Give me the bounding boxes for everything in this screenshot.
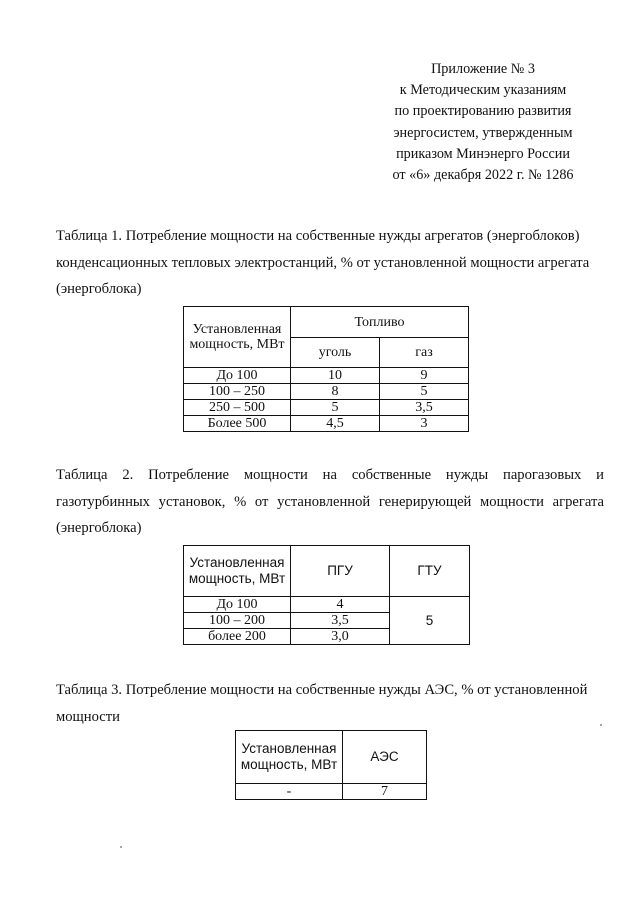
table1-cell-coal: 5 <box>291 400 380 416</box>
table3-cell-power: - <box>236 784 343 800</box>
table2 <box>183 545 470 645</box>
appendix-line: по проектированию развития <box>394 103 572 120</box>
table1-cell-coal: 8 <box>291 384 380 400</box>
table1-cell-gas: 5 <box>380 384 469 400</box>
table1-cell-coal: 4,5 <box>291 416 380 432</box>
table2-caption: Таблица 2. Потребление мощности на собственные нужды парогазовых и газотурбинных установок, % от установленной генерирующей мощности агрегата (энергоблока) <box>56 467 604 536</box>
table-row <box>184 400 469 416</box>
table1-header-gas: газ <box>380 338 469 368</box>
table-row <box>184 384 469 400</box>
table2-cell-power: более 200 <box>184 629 291 645</box>
table1 <box>183 306 469 432</box>
table1-header-coal: уголь <box>291 338 380 368</box>
scan-speck <box>600 724 602 726</box>
table3 <box>235 730 427 800</box>
table-row <box>184 416 469 432</box>
table3-caption: Таблица 3. Потребление мощности на собственные нужды АЭС, % от установленной мощности <box>56 682 588 725</box>
table1-cell-gas: 3 <box>380 416 469 432</box>
appendix-line: энергосистем, утвержденным <box>393 124 573 141</box>
table-row <box>236 784 427 800</box>
table1-cell-power: 100 – 250 <box>184 384 291 400</box>
table2-cell-pgu: 3,0 <box>291 629 390 645</box>
table2-cell-power: 100 – 200 <box>184 613 291 629</box>
table2-header-power: Установленная мощность, МВт <box>184 546 291 597</box>
table2-cell-power: До 100 <box>184 597 291 613</box>
scan-speck <box>120 846 122 848</box>
appendix-line: к Методическим указаниям <box>399 82 567 99</box>
appendix-header <box>380 59 586 186</box>
table1-header-fuel: Топливо <box>291 307 469 338</box>
appendix-line: приказом Минэнерго России <box>396 145 570 162</box>
table1-caption: Таблица 1. Потребление мощности на собственные нужды агрегатов (энергоблоков) конденсационных тепловых электростанций, % от установленной мощности агрегата (энергоблока) <box>56 228 590 297</box>
table1-cell-power: 250 – 500 <box>184 400 291 416</box>
table1-cell-gas: 3,5 <box>380 400 469 416</box>
table2-header-pgu: ПГУ <box>291 546 390 597</box>
appendix-line: Приложение № 3 <box>431 61 535 77</box>
table3-header-aes: АЭС <box>343 731 427 784</box>
table1-cell-power: Более 500 <box>184 416 291 432</box>
table3-header-power: Установленная мощность, МВт <box>236 731 343 784</box>
table1-cell-coal: 10 <box>291 368 380 384</box>
table3-cell-aes: 7 <box>343 784 427 800</box>
table-row <box>184 368 469 384</box>
table2-cell-pgu: 4 <box>291 597 390 613</box>
appendix-line: от «6» декабря 2022 г. № 1286 <box>392 167 574 184</box>
table2-cell-pgu: 3,5 <box>291 613 390 629</box>
table2-cell-gtu: 5 <box>390 597 470 645</box>
table1-cell-power: До 100 <box>184 368 291 384</box>
table1-cell-gas: 9 <box>380 368 469 384</box>
table1-header-power: Установленная мощность, МВт <box>184 307 291 368</box>
table2-header-gtu: ГТУ <box>390 546 470 597</box>
table-row <box>184 597 470 613</box>
